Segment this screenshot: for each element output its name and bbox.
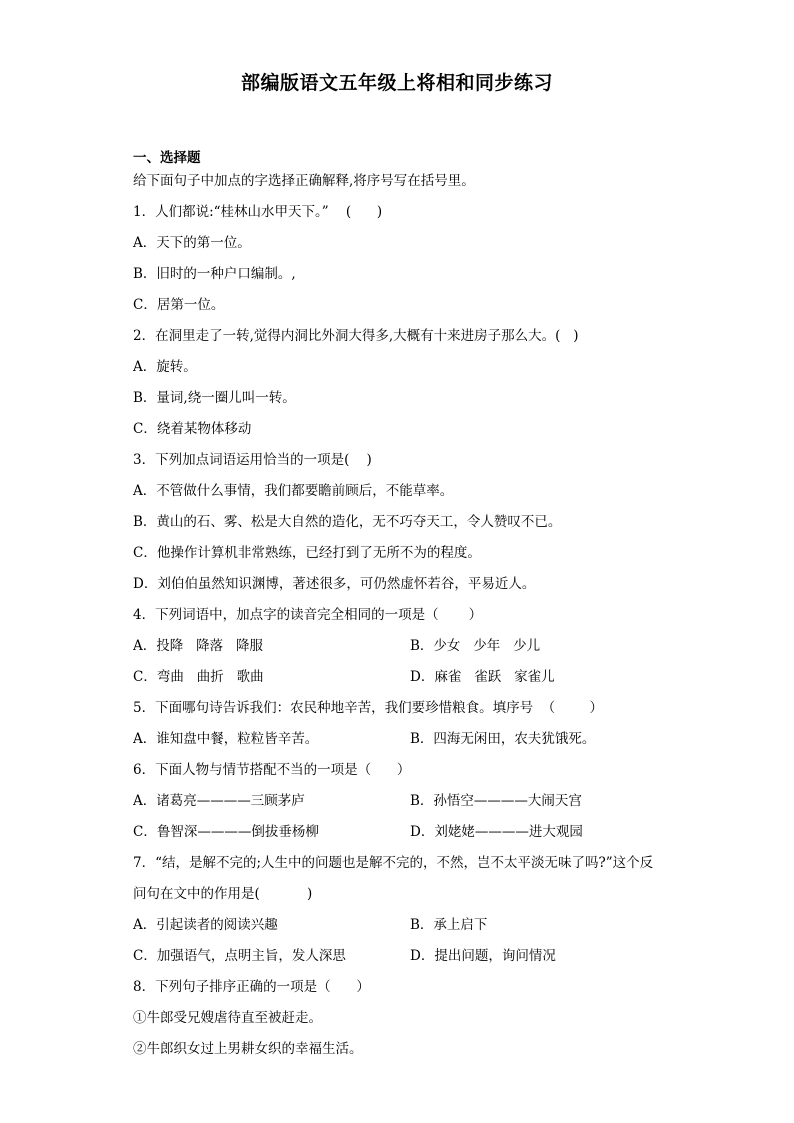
option-left: C．加强语气，点明主旨，发人深思 [133, 948, 346, 964]
page-title: 部编版语文五年级上将相和同步练习 [240, 72, 553, 94]
option-right: B．少女 少年 少儿 [410, 638, 541, 654]
line-text: 6．下面人物与情节搭配不当的一项是（ ） [133, 762, 411, 778]
section-title: 一、选择题 [133, 150, 201, 166]
option-right: D．刘姥姥————进大观园 [410, 824, 583, 840]
question-line [133, 542, 693, 573]
line-text: A．天下的第一位。 [133, 235, 251, 251]
question-line [133, 914, 693, 945]
instruction-text: 给下面句子中加点的字选择正确解释,将序号写在括号里。 [133, 173, 475, 189]
question-line [133, 449, 693, 480]
option-left: A．诸葛亮————三顾茅庐 [133, 793, 305, 809]
question-line [133, 573, 693, 604]
question-line [133, 666, 693, 697]
line-text: 1．人们都说:“桂林山水甲天下。” ( ) [133, 204, 383, 220]
line-text: C．绕着某物体移动 [133, 421, 252, 437]
question-line [133, 294, 693, 325]
line-text: B．量词,绕一圈儿叫一转。 [133, 390, 296, 406]
question-line [133, 821, 693, 852]
option-right: D．提出问题，询问情况 [410, 948, 556, 964]
question-line [133, 635, 693, 666]
question-line [133, 356, 693, 387]
question-line [133, 232, 693, 263]
line-text: 4．下列词语中，加点字的读音完全相同的一项是（ ） [133, 607, 483, 623]
line-text: ②牛郎织女过上男耕女织的幸福生活。 [133, 1041, 363, 1057]
option-right: B．四海无闲田，农夫犹饿死。 [410, 731, 596, 747]
option-right: D．麻雀 雀跃 家雀儿 [410, 669, 555, 685]
question-line [133, 387, 693, 418]
question-line [133, 790, 693, 821]
question-line [133, 759, 693, 790]
question-line [133, 325, 693, 356]
line-text: A．旋转。 [133, 359, 197, 375]
question-line [133, 201, 693, 232]
question-line [133, 604, 693, 635]
line-text: D．刘伯伯虽然知识渊博，著述很多，可仍然虚怀若谷，平易近人。 [133, 576, 536, 592]
line-text: 7．“结，是解不完的;人生中的问题也是解不完的，不然，岂不太平淡无味了吗?”这个反 [133, 855, 654, 871]
question-line [133, 511, 693, 542]
option-left: C．弯曲 曲折 歌曲 [133, 669, 264, 685]
question-line [133, 1007, 693, 1038]
option-left: A．投降 降落 降服 [133, 638, 263, 654]
question-line [133, 480, 693, 511]
line-text: B．黄山的石、雾、松是大自然的造化，无不巧夺天工，令人赞叹不已。 [133, 514, 562, 530]
line-text: 问句在文中的作用是( ) [133, 886, 313, 902]
line-text: 2．在洞里走了一转,觉得内洞比外洞大得多,大概有十来进房子那么大。( ) [133, 328, 579, 344]
question-line [133, 263, 693, 294]
option-left: A．引起读者的阅读兴趣 [133, 917, 278, 933]
question-line [133, 945, 693, 976]
option-right: B．承上启下 [410, 917, 488, 933]
question-line [133, 728, 693, 759]
line-text: 3．下列加点词语运用恰当的一项是( ) [133, 452, 372, 468]
line-text: ①牛郎受兄嫂虐待直至被赶走。 [133, 1010, 322, 1026]
question-line [133, 418, 693, 449]
question-line [133, 697, 693, 728]
line-text: 5．下面哪句诗告诉我们：农民种地辛苦，我们要珍惜粮食。填序号 （ ） [133, 700, 604, 716]
question-line [133, 1038, 693, 1069]
instruction-line [133, 170, 693, 201]
line-text: 8．下列句子排序正确的一项是（ ） [133, 979, 370, 995]
line-text: C．他操作计算机非常熟练，已经打到了无所不为的程度。 [133, 545, 481, 561]
option-left: C．鲁智深————倒拔垂杨柳 [133, 824, 319, 840]
line-text: C．居第一位。 [133, 297, 225, 313]
line-text: B．旧时的一种户口编制。, [133, 266, 296, 282]
option-right: B．孙悟空————大闹天宫 [410, 793, 582, 809]
question-line [133, 976, 693, 1007]
option-left: A．谁知盘中餐，粒粒皆辛苦。 [133, 731, 319, 747]
question-line [133, 883, 693, 914]
line-text: A．不管做什么事情，我们都要瞻前顾后，不能草率。 [133, 483, 454, 499]
question-list [133, 170, 693, 1069]
question-line [133, 852, 693, 883]
